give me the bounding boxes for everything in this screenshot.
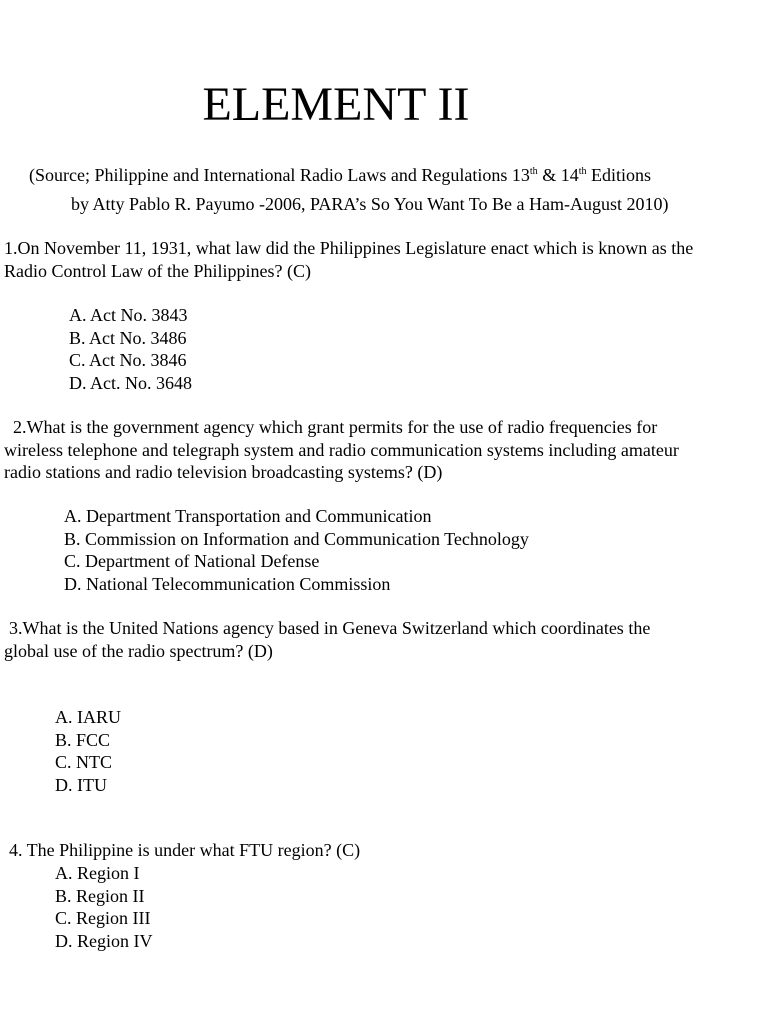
option: D. Act. No. 3648 [69, 372, 192, 393]
option: C. Region III [55, 908, 151, 928]
option: A. IARU [55, 707, 121, 727]
option: C. Act No. 3846 [69, 350, 187, 370]
question-3-text: 3.What is the United Nations agency based in Geneva Switzerland which coordinates the global use of the radio spectrum? (D) [4, 618, 651, 661]
superscript: th [578, 166, 587, 177]
question-2-text: 2.What is the government agency which grant permits for the use of radio frequencies for wireless telephone and telegraph system and radio communication systems including amateur radio stations and radio television broadcasting systems? (D) [4, 417, 679, 482]
question-2-options [64, 505, 529, 595]
question-3-options [55, 706, 121, 796]
superscript: th [529, 166, 538, 177]
question-1-options [69, 304, 192, 394]
source-text: (Source; Philippine and International Radio Laws and Regulations 13 [29, 165, 530, 185]
source-citation-line-1 [29, 164, 651, 186]
option: B. Region II [55, 885, 145, 906]
option: C. Department of National Defense [64, 551, 320, 571]
question-1-text: 1.On November 11, 1931, what law did the Philippines Legislature enact which is known as the Radio Control Law of the Philippines? (C) [4, 238, 694, 281]
option: A. Department Transportation and Communication [64, 506, 432, 526]
option: B. Commission on Information and Communication Technology [64, 528, 529, 549]
option: A. Act No. 3843 [69, 305, 188, 325]
source-citation-line-2: by Atty Pablo R. Payumo -2006, PARA’s So You Want To Be a Ham-August 2010) [71, 194, 669, 214]
option: D. Region IV [55, 930, 153, 951]
option: D. ITU [55, 774, 107, 795]
question-4-text: 4. The Philippine is under what FTU region? (C) [9, 840, 361, 860]
option: B. Act No. 3486 [69, 327, 187, 348]
option: C. NTC [55, 752, 113, 772]
option: B. FCC [55, 729, 111, 750]
source-text: Editions [586, 165, 651, 185]
option: A. Region I [55, 863, 140, 883]
source-text: & 14 [537, 165, 579, 185]
page-title: ELEMENT II [202, 78, 470, 131]
option: D. National Telecommunication Commission [64, 573, 391, 594]
question-4-options [55, 862, 153, 952]
